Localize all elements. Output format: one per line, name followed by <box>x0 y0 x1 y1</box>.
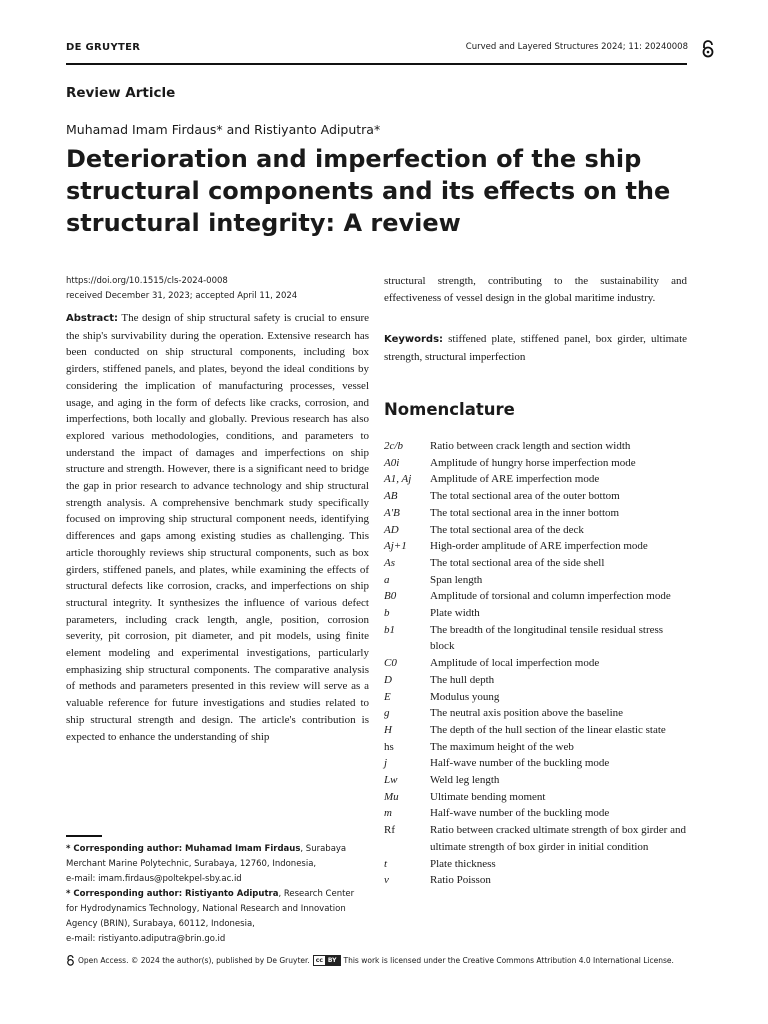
authors: Muhamad Imam Firdaus* and Ristiyanto Adiputra* <box>66 122 381 137</box>
nomenclature-row <box>384 772 687 789</box>
nomenclature-symbol: A0i <box>384 456 400 469</box>
article-title: Deterioration and imperfection of the ship structural components and its effects on the structural integrity: A review <box>66 145 671 237</box>
abstract-label: Abstract: <box>66 313 119 324</box>
license-line <box>66 955 674 966</box>
nomenclature-definition: Span length <box>430 573 483 586</box>
nomenclature-symbol: v <box>384 874 389 887</box>
article-type: Review Article <box>66 85 176 101</box>
nomenclature-definition: The neutral axis position above the baseline <box>430 707 624 720</box>
nomenclature-symbol: b1 <box>384 623 395 636</box>
nomenclature-row <box>384 722 687 739</box>
nomenclature-symbol: As <box>384 556 395 569</box>
nomenclature-row <box>384 488 687 505</box>
abstract <box>66 310 369 745</box>
cc-badge-cc: cc <box>315 957 323 964</box>
nomenclature-row <box>384 438 687 455</box>
nomenclature-row <box>384 572 687 589</box>
nomenclature-row <box>384 672 687 689</box>
cc-by-badge-icon[interactable] <box>313 955 341 966</box>
nomenclature-symbol: g <box>384 707 390 720</box>
abstract-text: The design of ship structural safety is crucial to ensure the ship's survivability during the operation. Extensive research has been conducted on ship structural components, including box girders, stiffened panels, and plates, beyond the ideal conditions by considering the implication of manufacturing processes, vessel usage, and aging in the form of defects like cracks, corrosion, and imperfections, both locally and globally. Previous research has also explored various methodologies, conditions, and parameters to understand the impact of damages and imperfections on ship structure and strength. However, there is a significant need to bridge the gap in prior research to advance technology and ship structural strength analysis. A comprehensive benchmark study specifically focused on improving ship structural component needs, identifying differences and gaps among existing studies as challenging. This article thoroughly reviews ship structural components, such as box girders, stiffened panels, and plates, while examining the effects of structural defects like corrosion, cracks, and imperfections on ship structural integrity. It synthesizes the influence of various defect parameters, including crack length, angle, position, corrosion severity, pit corrosion, pit diameter, and pit models, using finite element modeling and experimental investigations, particularly emphasizing ship structural components. The comparative analysis of methods and parameters presented in this review will serve as a valuable reference for future investigations and studies related to ship structural strength and design. The article's contribution is expected to enhance the understanding of ship <box>66 312 369 743</box>
nomenclature-definition: The total sectional area of the deck <box>430 523 584 536</box>
nomenclature-symbol: 2c/b <box>384 440 403 452</box>
open-access-icon <box>701 40 715 58</box>
nomenclature-row <box>384 522 687 539</box>
nomenclature-definition: Modulus young <box>430 690 500 703</box>
nomenclature-symbol: Lw <box>384 774 398 787</box>
nomenclature-symbol: t <box>384 857 388 870</box>
nomenclature-definition: Weld leg length <box>430 774 500 787</box>
nomenclature-definition: The depth of the hull section of the linear elastic state <box>430 723 666 736</box>
nomenclature-row <box>384 872 687 889</box>
nomenclature-definition: Amplitude of hungry horse imperfection mode <box>430 456 636 469</box>
nomenclature-row <box>384 471 687 488</box>
nomenclature-definition: The maximum height of the web <box>430 740 574 753</box>
nomenclature-symbol: j <box>384 757 388 770</box>
footnote-author-1-email[interactable]: e-mail: imam.firdaus@poltekpel-sby.ac.id <box>66 874 242 884</box>
footnotes <box>66 842 366 947</box>
nomenclature-definition: The total sectional area of the side shell <box>430 556 605 569</box>
nomenclature-symbol: AB <box>384 490 398 503</box>
nomenclature-row <box>384 555 687 572</box>
nomenclature-definition: Ratio between cracked ultimate strength of box girder and ultimate strength of box girder in initial condition <box>430 824 686 853</box>
nomenclature-definition: Amplitude of ARE imperfection mode <box>430 473 600 486</box>
open-access-icon <box>66 955 75 966</box>
license-text: This work is licensed under the Creative Commons Attribution 4.0 International License. <box>343 956 674 965</box>
nomenclature-symbol: Rf <box>384 824 395 837</box>
keywords <box>384 331 687 365</box>
abstract-continuation: structural strength, contributing to the sustainability and effectiveness of vessel design in the global maritime industry. <box>384 275 687 304</box>
nomenclature-row <box>384 689 687 706</box>
keywords-label: Keywords: <box>384 334 444 345</box>
footnote-author-1-affiliation: , Surabaya Merchant Marine Polytechnic, Surabaya, 12760, Indonesia, <box>66 844 347 869</box>
nomenclature-heading: Nomenclature <box>384 400 515 419</box>
nomenclature-symbol: Mu <box>384 790 399 803</box>
nomenclature-row <box>384 739 687 756</box>
nomenclature-symbol: D <box>384 673 392 686</box>
nomenclature-symbol: C0 <box>384 657 397 670</box>
header-rule <box>66 63 687 65</box>
footnote-author-2-label: * Corresponding author: Ristiyanto Adiputra <box>66 889 279 899</box>
nomenclature-symbol: E <box>384 690 391 703</box>
nomenclature-definition: The hull depth <box>430 673 495 686</box>
nomenclature-definition: Half-wave number of the buckling mode <box>430 757 610 770</box>
nomenclature-symbol: hs <box>384 740 394 753</box>
license-open-access-text: Open Access. © 2024 the author(s), published by De Gruyter. <box>78 956 310 965</box>
nomenclature-symbol: A′B <box>384 506 400 519</box>
nomenclature-definition: Ratio between crack length and section width <box>430 440 631 452</box>
nomenclature-definition: Half-wave number of the buckling mode <box>430 807 610 820</box>
footnote-author-2-email[interactable]: e-mail: ristiyanto.adiputra@brin.go.id <box>66 934 226 944</box>
nomenclature-symbol: Aj+1 <box>384 540 407 553</box>
keywords-text: stiffened plate, stiffened panel, box girder, ultimate strength, structural imperfection <box>384 333 688 363</box>
doi-link[interactable]: https://doi.org/10.1515/cls-2024-0008 <box>66 276 228 286</box>
nomenclature-definition: High-order amplitude of ARE imperfection mode <box>430 540 648 553</box>
nomenclature-definition: Amplitude of torsional and column imperfection mode <box>430 590 671 603</box>
nomenclature-definition: The total sectional area in the inner bottom <box>430 506 620 519</box>
received-accepted-dates: received December 31, 2023; accepted April 11, 2024 <box>66 291 298 301</box>
nomenclature-symbol: a <box>384 573 390 586</box>
nomenclature-row <box>384 655 687 672</box>
nomenclature-row <box>384 755 687 772</box>
nomenclature-definition: Amplitude of local imperfection mode <box>430 657 600 670</box>
nomenclature-symbol: A1, Aj <box>384 473 412 486</box>
nomenclature-symbol: B0 <box>384 590 397 603</box>
article-meta <box>66 274 297 304</box>
nomenclature-row <box>384 538 687 555</box>
footnote-author-1 <box>66 842 366 872</box>
nomenclature-symbol: m <box>384 807 392 820</box>
publisher-name: DE GRUYTER <box>66 42 141 53</box>
nomenclature-row <box>384 789 687 806</box>
cc-badge-by: BY <box>325 956 340 965</box>
footnote-author-2-affiliation: , Research Center for Hydrodynamics Technology, National Research and Innovation Agency (BRIN), Surabaya, 60112, Indonesia, <box>66 889 355 929</box>
nomenclature-definition: Plate width <box>430 607 480 620</box>
nomenclature-row <box>384 822 687 855</box>
nomenclature-symbol: b <box>384 607 390 620</box>
nomenclature-definition: Plate thickness <box>430 857 496 870</box>
nomenclature-definition: Ultimate bending moment <box>430 790 546 803</box>
nomenclature-row <box>384 588 687 605</box>
nomenclature-row <box>384 505 687 522</box>
footnote-author-2 <box>66 887 366 932</box>
nomenclature-definition: The total sectional area of the outer bottom <box>430 490 620 503</box>
nomenclature-table <box>384 438 687 889</box>
nomenclature-row <box>384 622 687 655</box>
nomenclature-row <box>384 605 687 622</box>
nomenclature-row <box>384 805 687 822</box>
journal-citation: Curved and Layered Structures 2024; 11: 20240008 <box>465 42 688 52</box>
nomenclature-definition: Ratio Poisson <box>430 874 491 887</box>
nomenclature-definition: The breadth of the longitudinal tensile residual stress block <box>430 623 664 653</box>
nomenclature-row <box>384 705 687 722</box>
nomenclature-row <box>384 455 687 472</box>
nomenclature-symbol: AD <box>384 523 399 536</box>
nomenclature-symbol: H <box>384 723 392 736</box>
footnote-rule <box>66 835 102 837</box>
footnote-author-1-label: * Corresponding author: Muhamad Imam Firdaus <box>66 844 301 854</box>
nomenclature-row <box>384 856 687 873</box>
